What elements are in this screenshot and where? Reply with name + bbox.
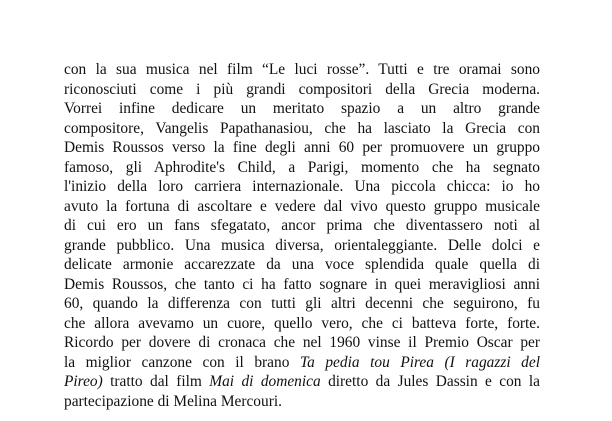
text-line-2: riconosciuti come i più grandi compositori della Grecia moderna. xyxy=(64,80,540,98)
text-line-1: con la sua musica nel film “Le luci rosse”. Tutti e tre oramai sono xyxy=(64,61,540,78)
text-line-3: Vorrei infine dedicare un meritato spazio a un altro grande xyxy=(64,100,540,117)
text-line-12: Demis Roussos, che tanto ci ha fatto sognare in quei meravigliosi anni xyxy=(64,275,540,293)
text-line-18: partecipazione di Melina Mercouri. xyxy=(64,392,282,410)
text-line-13: 60, quando la differenza con tutti gli altri decenni che seguirono, fu xyxy=(64,295,540,312)
text-line-7: l'inizio della loro carriera internazionale. Una piccola chicca: io ho xyxy=(64,178,540,195)
song-title-italic-end: Pireo) xyxy=(64,373,103,390)
song-title-italic: Ta pedia tou Pirea (I ragazzi del xyxy=(299,353,540,371)
text-line-16-roman: la miglior canzone con il brano xyxy=(64,353,300,371)
text-line-5: Demis Roussos verso la fine degli anni 60 per promuovere un gruppo xyxy=(64,139,540,156)
body-text xyxy=(64,60,540,411)
text-line-4: compositore, Vangelis Papathanasiou, che ha lasciato la Grecia con xyxy=(64,119,540,137)
film-title-italic: Mai di domenica xyxy=(209,373,321,390)
text-line-8: avuto la fortuna di ascoltare e vedere dal vivo questo gruppo musicale xyxy=(64,197,540,215)
text-line-11: delicate armonie accarezzate da una voce splendida quale quella di xyxy=(64,256,540,273)
text-line-17-roman-b: diretto da Jules Dassin e con la xyxy=(320,373,541,390)
text-line-6: famoso, gli Aphrodite's Child, a Parigi, momento che ha segnato xyxy=(64,158,540,176)
text-line-17-roman-a: tratto dal film xyxy=(102,373,210,390)
text-line-17 xyxy=(64,372,540,392)
text-line-9: di cui ero un fans sfegatato, ancor prima che diventassero noti al xyxy=(64,217,540,234)
text-line-15: Ricordo per dovere di cronaca che nel 1960 vinse il Premio Oscar per xyxy=(64,334,540,351)
text-line-16 xyxy=(64,353,540,373)
text-line-14: che allora avevamo un cuore, quello vero, che ci batteva forte, forte. xyxy=(64,314,540,332)
text-line-10: grande pubblico. Una musica diversa, orientaleggiante. Delle dolci e xyxy=(64,236,540,254)
